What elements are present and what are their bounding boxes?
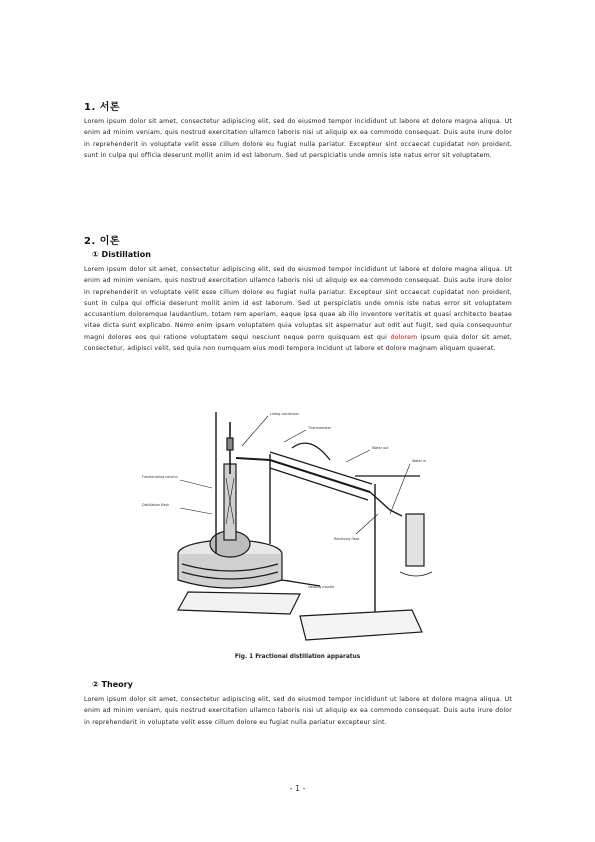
figure-caption: Fig. 1 Fractional distillation apparatus [234, 654, 361, 660]
label-fractionating-column: Fractionating column [142, 475, 178, 479]
distillation-paragraph [84, 264, 512, 400]
distillation-text-after: ipsum quia dolor sit amet, consectetur, adipisci velit, sed quia non numquam eius modi tempora incidunt ut labore et dolore magnam aliquam quaerat. [84, 333, 512, 353]
section-heading-theory: 2. 이론 [84, 236, 121, 247]
label-receiving-flask: Receiving flask [334, 537, 360, 541]
subheading-distillation: ① Distillation [92, 250, 151, 259]
distillation-apparatus-figure [120, 404, 460, 648]
label-liebig-condenser: Liebig condenser [270, 412, 299, 416]
label-heating-mantle: Heating mantle [308, 585, 335, 589]
section-heading-introduction: 1. 서론 [84, 102, 121, 113]
label-thermometer: Thermometer [308, 426, 332, 430]
label-water-in: Water in [412, 459, 427, 463]
subheading-theory: ② Theory [92, 680, 133, 689]
theory-paragraph: Lorem ipsum dolor sit amet, consectetur adipiscing elit, sed do eiusmod tempor incididunt ut labore et dolore magna aliqua. Ut enim ad minim veniam, quis nostrud exercitation ullamco laboris nisi ut aliquip ex ea commodo consequat. Duis aute irure dolor in reprehenderit in voluptate velit esse cillum dolore eu fugiat nulla pariatur excepteur sint. [84, 696, 512, 726]
distillation-text-before: Lorem ipsum dolor sit amet, consectetur adipiscing elit, sed do eiusmod tempor incididunt ut labore et dolore magna aliqua. Ut enim ad minim veniam, quis nostrud exercitation ullamco laboris nisi ut aliquip ex ea commodo consequat. Duis aute irure dolor in reprehenderit in voluptate velit esse cillum dolore eu fugiat nulla pariatur. Excepteur sint occaecat cupidatat non proident, sunt in culpa qui officia deserunt mollit anim id est laborum. Sed ut perspiciatis unde omnis iste natus error sit voluptatem accusantium doloremque laudantium, totam rem aperiam, eaque ipsa quae ab illo inventore veritatis et quasi architecto beatae vitae dicta sunt explicabo. Nemo enim ipsam voluptatem quia voluptas sit aspernatur aut odit aut fugit, sed quia consequuntur magni dolores eos qui ratione voluptatem sequi nesciunt neque porro quisquam est qui [84, 266, 512, 341]
highlighted-term: dolorem [390, 333, 418, 341]
introduction-paragraph: Lorem ipsum dolor sit amet, consectetur adipiscing elit, sed do eiusmod tempor incididunt ut labore et dolore magna aliqua. Ut enim ad minim veniam, quis nostrud exercitation ullamco laboris nisi ut aliquip ex ea commodo consequat. Duis aute irure dolor in reprehenderit in voluptate velit esse cillum dolore eu fugiat nulla pariatur. Excepteur sint occaecat cupidatat non proident, sunt in culpa qui officia deserunt mollit anim id est laborum. Sed ut perspiciatis unde omnis iste natus error sit voluptatem. [84, 118, 512, 159]
page-number: - 1 - [289, 784, 306, 793]
label-water-out: Water out [372, 446, 389, 450]
label-distillation-flask: Distillation flask [142, 503, 170, 507]
